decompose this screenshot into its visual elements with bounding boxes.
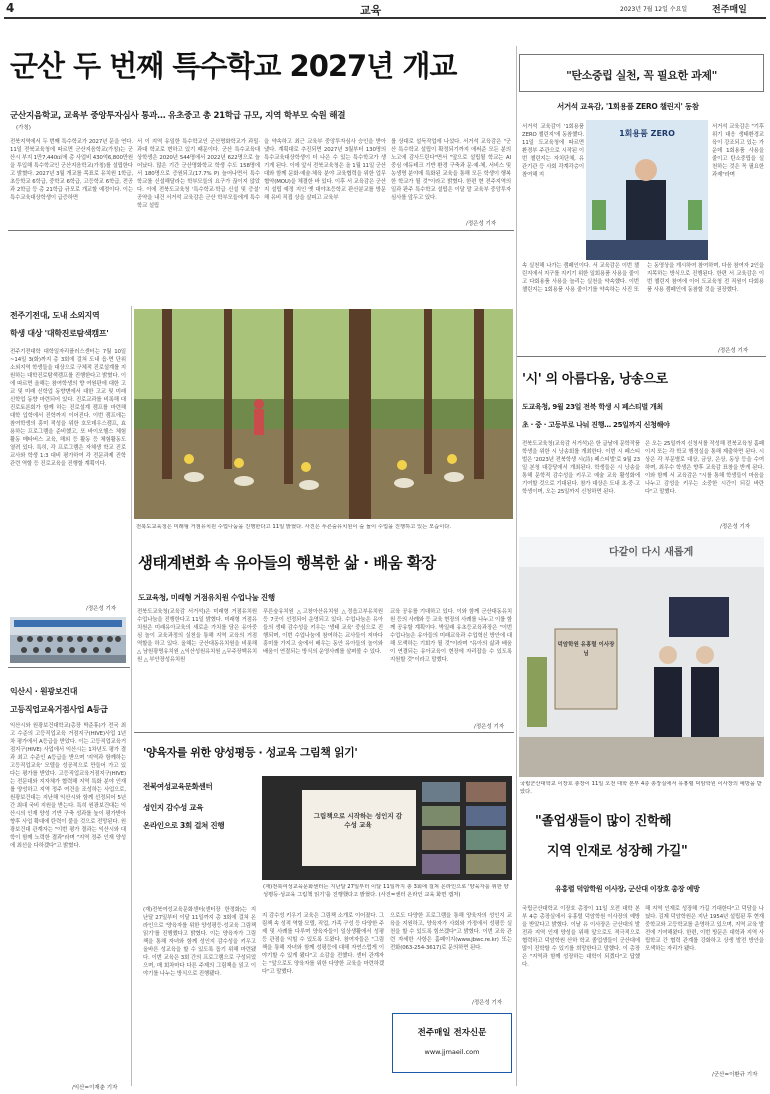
ad-url[interactable]: www.jjmaeil.com (424, 1048, 480, 1056)
gender-col-1: (재)전북여성교육문화센터(센터장 한정화)는 지난달 27일부터 이달 11일까지 총 3회에 걸쳐 온라인으로 '양육자를 위한 양성평등·성교육 그림책 읽기'를 진행했다고 밝혔다. 이는 양육자가 그림책을 통해 자녀와 함께 성인지 감수성을 키우고 올바른 성교육을 할 수 있도록 돕기 위해 마련됐다. 이번 교육은 3회 간의 프로그램으로 구성되었으며, 매 회차마다 다른 주제의 그림책을 읽고 이야기를 나누는 방식으로 진행됐다. (143, 907, 256, 977)
graduate-col-2: 해 지역 인재로 성장해 가길 기대한다"고 덕담을 나눴다. 김제 덕암학원은 지난 1954년 설립된 후 현재 중학교와 고등학교를 운영하고 있으며, 지역 교육 발전에 기여해왔다. 한편, 이번 방문은 대학과 지역 사립학교 간 협력 관계를 강화하고 상생 발전 방안을 모색하는 자리가 됐다. (645, 906, 764, 952)
iksan-body: 익산시와 원광보건대학교(총장 박준휴)가 전국 최고 수준의 고등직업교육 거점지구(HIVE)사업 1년 차 평가에서 A등급을 받았다. 이는 고등직업교육거점지구(HIVE) 사업에서 익산시는 1차년도 평가 결과 최고 수준인 A등급을 받으며 '지역과 함께하는 고등직업교육' 모델을 성공적으로 만들어 가고 있다는 평가를 받았다. 고등직업교육거점지구(HIVE)는 전문대와 지자체가 협력해 지역 특화 분야 인재를 양성하고 지역 정주 여건을 조성하는 사업으로, 원광보건대는 지난해 익산시와 함께 선정되어 5년간 최대 국비 지원을 받는다. 특히 원광보건대는 익산시의 인재 양성 기반 구축 성과를 높이 평가받아 향후 사업 확대에 탄력이 붙을 것으로 전망된다. 원광보건대 관계자는 "이번 평가 결과는 익산시와 대학이 함께 노력한 결과"라며 "지역 정주 인재 양성에 최선을 다하겠다"고 밝혔다. (10, 723, 126, 849)
header-rule (4, 17, 766, 19)
graduate-reporter: /군산=이환규 기자 (712, 1072, 758, 1078)
poetry-headline: '시' 의 아름다움, 낭송으로 (522, 372, 668, 387)
page-header (0, 0, 770, 18)
page-number: 4 (6, 1, 15, 15)
divider (8, 667, 130, 668)
gender-sub1: 성인지 감수성 교육 (143, 803, 204, 812)
graduate-col-1: 국립군산대학교 이장호 총장이 11일 오전 대학 본부 4층 총장실에서 유홍렬 덕암학원 이사장의 예방을 받았다고 밝혔다. 이날 유 이사장은 군산대의 발전과 지역 인재 양성을 위해 앞으로도 적극적으로 협력하고 덕암학원 산하 학교 졸업생들이 군산대에 많이 진학할 수 있기를 희망한다고 말했다. 이 총장은 "지역과 함께 성장하는 대학이 되겠다"고 답했다. (522, 906, 640, 968)
ceremony-image (519, 537, 764, 777)
board-text: 덕암학원 유홍렬 이사장님 (557, 642, 615, 657)
divider (8, 230, 514, 231)
gender-sub2: 온라인으로 3회 걸쳐 진행 (143, 821, 225, 830)
forest-col-3: 교육 공유를 기대하고 있다. 이와 함께 군산대동유치원 등의 사례와 등 교육 현장의 사례를 나누고 이를 함께 공유할 계획이다. 박일래 유초등교육과장은 "이번 수업나눔은 유아들의 미래교육과 수업혁신 방안에 대해 모색하는 기회가 될 것"이라며 "유아의 삶과 배움이 연결되는 유아교육이 현장에 자리잡을 수 있도록 지원할 것"이라고 말했다. (390, 609, 512, 663)
poetry-col-2: 은 오는 25일까지 신청서를 작성해 전북교육청 홈페이지 또는 각 학교 행정실을 통해 제출하면 된다. 시상은 각 부문별로 대상, 금상, 은상, 동상 등을 수여하며, 최우수 학생은 향후 교육감 표창을 받게 된다. 이와 함께 서 교육감은 "시를 통해 학생들이 마음을 나누고 감성을 키우는 소중한 시간이 되길 바란다"고 말했다. (645, 441, 764, 495)
gender-col-2: 지 감수성 키우기 교육은 그림책 소개로 이어졌다. 그림책 속 성적 역할 모델, 직업, 가족 구성 등 다양한 주제 및 사례를 다루며 양육자들이 일상생활에서 성평등 관점을 익힐 수 있도록 도왔다. 참여자들은 "그림책을 통해 자녀와 함께 성평등에 대해 자연스럽게 이야기할 수 있게 됐다"고 소감을 전했다. 센터 관계자는 "앞으로도 양육자를 위한 다양한 교육을 마련하겠다"고 말했다. (262, 913, 384, 975)
gender-kicker: 전북여성교육문화센터 (143, 782, 213, 791)
iksan-title: 고등직업교육거점사업 A등급 (10, 705, 108, 714)
ad-title: 전주매일 전자신문 (417, 1028, 487, 1038)
camp-title: 학생 대상 '대학진로탐색캠프' (10, 329, 109, 338)
gender-caption: (재)전북여성교육문화센터는 지난달 27일부터 이달 11일까지 총 3회에 걸쳐 온라인으로 '양육자를 위한 양성평등·성교육 그림책 읽기'를 진행했다고 밝혔다. (사진=센터 온라인 교육 화면 캡처) (263, 884, 509, 898)
main-col-1: 전북지역에서 두 번째 특수학교가 2027년 문을 연다. 11일 전북교육청에 따르면 군산지음학교(가칭)는 군산시 부지 1만7,440㎡에 총 사업비 430억6,800만원을 투입해 특수학교인 군산지음학교(가칭)를 설립한다고 밝혔다. 2027년 3월 개교를 목표로 유치원 1학급, 초등학교 6학급, 중학교 6학급, 고등학교 6학급, 전공과 2학급 등 총 21학급 규모로 개교할 예정이다. 이는 특수교육대상학생이 급증하면 (10, 139, 133, 201)
forest-subtitle: 도교육청, 미래형 거점유치원 수업나눔 진행 (138, 593, 275, 602)
graduate-caption: 국립군산대학교 이장호 총장이 11일 오전 대학 본부 4층 총장실에서 유홍렬 덕암학원 이사장의 예방을 받았다. (520, 781, 762, 795)
main-col-4: 를 상대로 설득작업에 나섰다. 서거석 교육감은 "군산 특수학교 설립이 확정되기까지 애써준 모든 분의 노고에 감사드린다"면서 "앞으로 설립될 학교는 AI 중심 에듀테크 기반 환경 구축과 문·예·체, 서비스 및 농생명 분야에 특화된 교육을 통해 모든 학생이 행복한 학교가 될 것"이라고 밝혔다. 한편 현 전주지역의 일과 판주 특수학교 설립은 이달 말 교육부 중앙투자심사를 앞두고 있다. (391, 139, 511, 201)
gender-col-3: 으로도 다양한 프로그램을 통해 양육자의 성인지 교육을 지원하고, 양육자가 사회와 가정에서 성평등 실천을 할 수 있도록 힘쓰겠다"고 밝혔다. 이번 교육 관련 자세한 사항은 홈페이지(www.jbwc.re.kr) 또는 전화(063-254-3617)로 문의하면 된다. (390, 913, 512, 951)
issue-date: 2023년 7월 12일 수요일 (620, 6, 688, 13)
main-col-3: 을 약속하고 최근 교육부 중앙투자심사 승인을 받아냈다. 계획대로 추진되면 2027년 3월부터 130명의 특수교육대상학생이 더 나은 수 있는 특수학교가 생기게 된다. 이에 앞서 전북교육청은 올 1월 11일 군산대와 함께 문화·예술·체육 분야 교육협력을 위한 업무협약(MOU)을 체결한 바 있다. 이후 서 교육감은 군산지 설립 예정 지인 옛 대야초등학교 판산분교를 방문해 유비 직접 상을 살피고 교육부 (264, 139, 386, 201)
forest-caption: 전북도교육청은 미래형 거점유치원 수업나눔을 진행한다고 11일 밝혔다. 사진은 푸른숲유치원이 숲 놀이 수업을 진행하고 있는 모습이다. (136, 524, 452, 530)
forest-col-2: 푸른숲유치원 △고창아산유치원 △정읍고부유치원 등 7곳이 선정되어 운영되고 있다. 수업나눔은 유아들의 생태 감수성을 키우는 '생태 교육' 중심으로 진행되며, 이번 수업나눔에 참여하는 교사들이 저마다 흥미를 가지고 숲에서 배우는 동안 유아들의 놀이와 배움이 연결되는 방식의 운영사례를 살펴볼 수 있다. (263, 609, 383, 655)
group-photo-image (10, 617, 126, 663)
column-divider (516, 46, 517, 1086)
camp-reporter: /정은성 기자 (86, 606, 117, 612)
carbon-col-bottom: 속 실천해 나가는 캠페인이다. 서 교육감은 이번 챌린지에서 지구를 지키기 위한 일회용품 사용을 줄이고 다회용품 사용을 늘리는 실천을 약속했다. 이번 챌린지는 1회용품 사용 줄이기를 약속하는 사진 또는 동영상을 게시하여 참여하며, 다음 참여자 2인을 지목하는 방식으로 진행된다. 한편 서 교육감은 이번 챌린지 참여에 이어 도교육청 전 직원이 다회용품 사용 캠페인에 동참할 것을 권장했다. (522, 263, 764, 293)
carbon-poster (586, 120, 708, 260)
challenge-poster-image (586, 120, 708, 260)
camp-body: 전주기전대학 대학일자리플러스센터는 7월 10일~14일 3(화)까지 총 3회에 걸쳐 도내 읍·면 단위 소외지역 학생들을 대상으로 구체적 진로설계를 지원하는 대학진로탐색캠프를 진행한다고 밝혔다. 이에 따르면 올해는 참여학생의 향 여원판에 대한 고교 및 미래 신학업 동향변에서 대한 고교 및 미래 신학업 동향 마련되어 있다. 진로교과를 비록해 대 진로토론회가 함께 하는 진로설계 캠프를 마련해 대학 입학에서 진학까지 이어진다. 이번 캠프에는 참여학생의 흥미 적성을 위한 호모데우스캠프, 효용하는 프로그램을 준비했고, 또 바이오헬스 체험활동 메타버스 교육, 해외 등 활동 등 체험활동도 열려 있다. 특히, 각 프로그램은 자체생 학교 진로교사와 학생 1:3 대비 평가하여 각 전문과제 진학 관련 역할 등 진로교육을 진행할 계획이다. (10, 349, 126, 467)
poetry-col-1: 전북도교육청(교육감 서거석)은 한 글날에 문학작품 학생을 위한 시 낭송회를 개최한다. 이번 시 페스티벌은 '2023년 전북학생 시(詩) 페스티벌'로 9월 23일 본청 대강당에서 개최된다. 학생들은 시 낭송을 통해 문학적 감수성을 키우고 예술 교육 활성화에 기여할 것으로 기대된다. 참가 대상은 도내 초·중·고 학생이며, 오는 25일까지 신청하면 된다. (522, 441, 640, 495)
carbon-reporter: /정은성 기자 (718, 348, 749, 354)
graduate-photo (519, 537, 764, 777)
graduate-headline-1: "졸업생들이 많이 진학해 (535, 814, 672, 829)
gender-reporter: /정은성 기자 (472, 1000, 503, 1006)
forest-headline: 생태계변화 속 유아들의 행복한 삶 · 배움 확장 (138, 554, 436, 572)
camp-kicker: 전주기전대, 도내 소외지역 (10, 311, 100, 320)
kindergarten-forest-image (134, 309, 513, 519)
forest-photo (134, 309, 513, 519)
carbon-title-box (519, 54, 764, 92)
carbon-col-1: 서거석 교육감이 '1회용품 ZERO 챌린지'에 동참했다. 11일 도교육청에 따르면 환경부 주관으로 시작된 이번 챌린지는 자치단체, 유관기관 등 사회 각계각층이 참여해 지 (522, 124, 584, 178)
main-subtitle: 군산지음학교, 교육부 중앙투자심사 통과… 유초중고 총 21학급 규모, 지역 학부모 숙원 해결 (10, 111, 346, 121)
carbon-subtitle: 서거석 교육감, '1회용품 ZERO 챌린지' 동참 (557, 102, 699, 111)
poetry-subtitle-2: 초 · 중 · 고등부로 나눠 진행… 25일까지 신청해야 (522, 421, 670, 429)
gender-screenshot (262, 776, 512, 880)
section-name: 교육 (360, 4, 382, 17)
graduate-headline-2: 지역 인재로 성장해 가길" (547, 844, 688, 859)
e-paper-ad[interactable] (392, 1013, 512, 1073)
forest-reporter: /정은성 기자 (474, 724, 505, 730)
paper-name: 전주매일 (712, 5, 747, 15)
forest-col-1: 전북도교육청(교육감 서거석)은 미래형 거점유치원 수업나눔을 진행한다고 11일 밝혔다. 미래형 거점유치원은 미래유아교육의 새로운 가치를 담은 유아중심 놀이 교육과정의 실천을 통해 지역 교육의 거점 역할을 하고 있다. 올해는 군산대동유치원을 비롯해 △ 남원광명유치원 △익산성원유치원 △무주장백유치원 △ 부안장성유치원 (137, 609, 257, 663)
iksan-kicker: 익산시 · 원광보건대 (10, 687, 78, 696)
divider (134, 732, 514, 733)
poetry-reporter: /정은성 기자 (720, 524, 751, 530)
main-reporter: /정은성 기자 (466, 221, 497, 227)
graduate-subtitle: 유홍렬 덕암학원 이사장, 군산대 이장호 총장 예방 (555, 885, 700, 893)
carbon-headline: "탄소중립 실천, 꼭 필요한 과제" (566, 69, 717, 82)
main-byline: (가칭) (16, 125, 31, 131)
iksan-reporter: /익산=이재춘 기자 (72, 1085, 118, 1091)
column-divider (131, 306, 132, 1086)
main-col-2: 서 이 지역 유일한 특수학교인 군산명화학교가 과밀·과대 학교로 변하고 있기 때문이다. 군산 특수교육대상학생은 2020년 544명에서 2022년 622명으로 늘어났다. 많은 기간 군산명화학교 학생 수도 158명에서 180명으로 증원되고(17.7% P) 늘어나면서 특수학교를 신설해달라는 학부모들의 요구가 끊이지 않았다. 이에 전북도교육청 '특수학교·학급 신설 및 증설' 공약을 내건 서거석 교육감은 군산 학부모들에게 특수학교 설립 (137, 139, 260, 209)
gender-headline: '양육자를 위한 양성평등 · 성교육 그림책 읽기' (143, 746, 358, 759)
poster-title: 1회용품 ZERO (619, 129, 675, 138)
camp-photo (10, 617, 126, 663)
divider (517, 356, 766, 357)
carbon-col-2: 서거석 교육감은 "기후위기 대응 생태환경교육이 강조되고 있는 가운데 1회용품 사용을 줄이고 탄소중립을 실천하는 것은 꼭 필요한 과제"라며 (712, 124, 764, 178)
banner-text: 다같이 다시 새롭게 (609, 547, 694, 558)
main-headline: 군산 두 번째 특수학교 2027년 개교 (10, 49, 457, 83)
poetry-subtitle-1: 도교육청, 9월 23일 전북 학생 시 페스티벌 개최 (522, 403, 663, 411)
slide-title: 그림책으로 시작하는 성인지 감수성 교육 (313, 812, 403, 829)
